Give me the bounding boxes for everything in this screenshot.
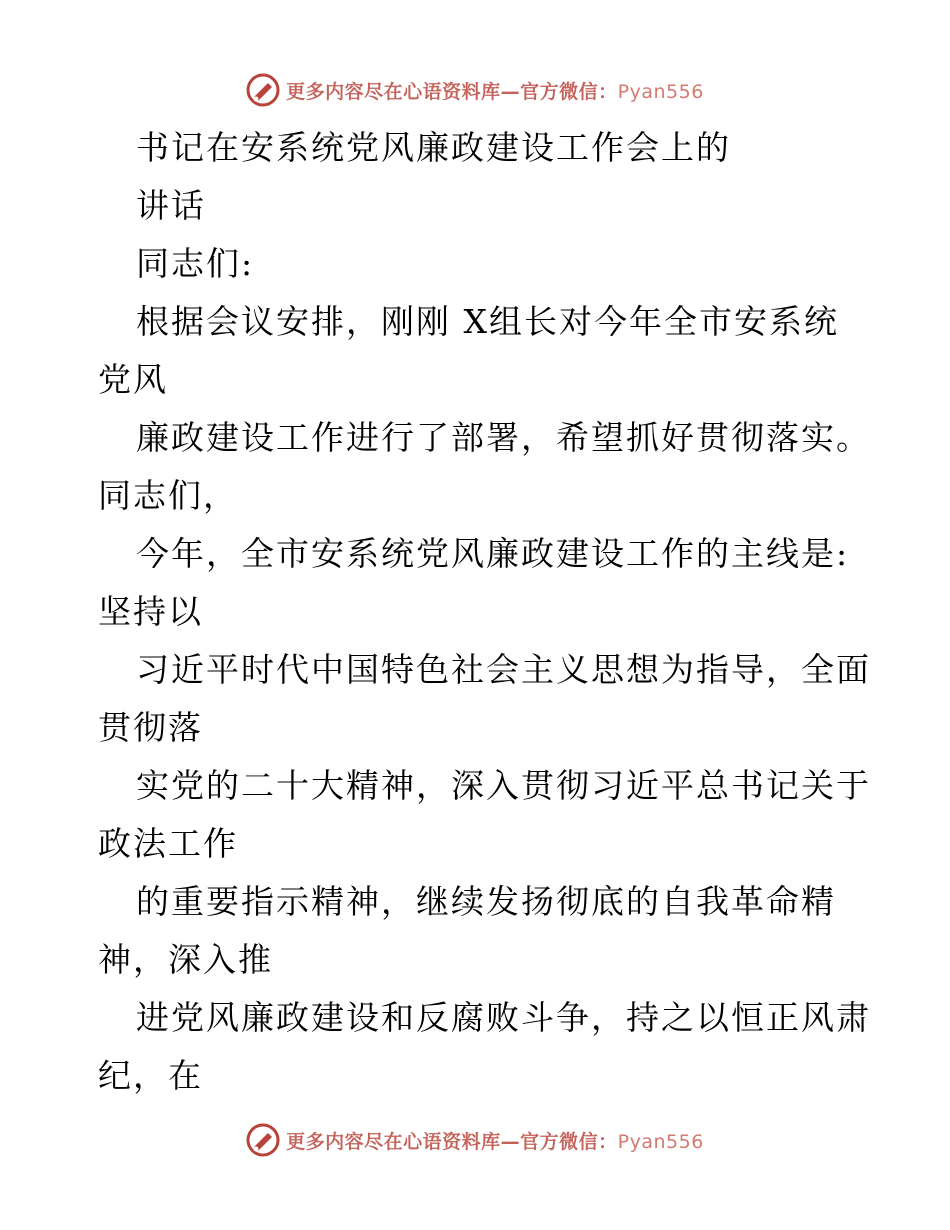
doc-line: 书记在安系统党风廉政建设工作会上的 bbox=[136, 128, 731, 167]
pen-logo-icon bbox=[246, 1123, 280, 1157]
doc-line: 习近平时代中国特色社会主义思想为指导，全面 bbox=[136, 650, 871, 689]
doc-line: 讲话 bbox=[136, 186, 206, 225]
doc-line: 进党风廉政建设和反腐败斗争，持之以恒正风肃 bbox=[136, 998, 871, 1037]
doc-line: 同志们， bbox=[98, 476, 238, 515]
watermark-banner-top bbox=[0, 70, 950, 110]
watermark-text: 更多内容尽在心语资料库—官方微信：Pyan556 bbox=[286, 80, 704, 103]
doc-line: 贯彻落 bbox=[98, 708, 203, 747]
doc-line: 党风 bbox=[98, 360, 168, 399]
doc-line: 实党的二十大精神，深入贯彻习近平总书记关于 bbox=[136, 766, 871, 805]
doc-line: 同志们: bbox=[136, 244, 255, 283]
doc-line: 根据会议安排，刚刚 X组长对今年全市安系统 bbox=[136, 302, 839, 341]
doc-line: 政法工作 bbox=[98, 824, 238, 863]
watermark-banner-bottom bbox=[0, 1120, 950, 1160]
pen-logo-icon bbox=[246, 73, 280, 107]
doc-line: 坚持以 bbox=[98, 592, 203, 631]
doc-line: 廉政建设工作进行了部署，希望抓好贯彻落实。 bbox=[136, 418, 871, 457]
doc-line: 的重要指示精神，继续发扬彻底的自我革命精 bbox=[136, 882, 836, 921]
doc-line: 今年，全市安系统党风廉政建设工作的主线是: bbox=[136, 534, 850, 573]
watermark-text: 更多内容尽在心语资料库—官方微信：Pyan556 bbox=[286, 1130, 704, 1153]
doc-line: 神，深入推 bbox=[98, 940, 273, 979]
doc-line: 纪，在 bbox=[98, 1056, 203, 1095]
